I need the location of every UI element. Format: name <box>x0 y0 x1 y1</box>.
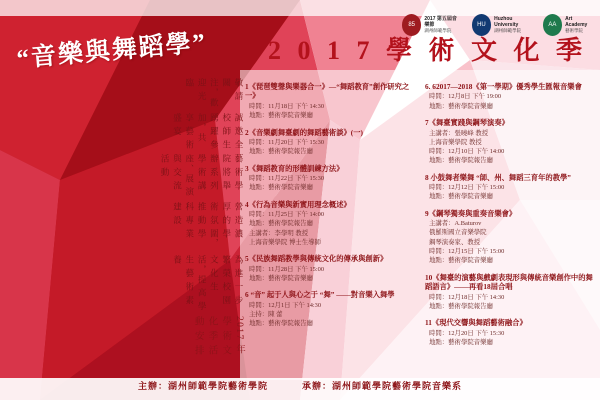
vertical-line-3: 營 造 濃 厚 的 學 術 氛 圍，推 動 學 科 專 業 建 設 <box>172 201 244 249</box>
vertical-line-5: 誠 邀 全 校 師 生 踴 躍 參 加，共 享 藝 術 盛 宴 <box>172 113 244 150</box>
event-detail: 主講者：A.Baturov <box>429 220 482 228</box>
event-detail: 時間：12月20日 下午 15:30 <box>429 329 505 337</box>
event-title: 8 小鼓舞者樂舞 “師、州、舞蹈三育年的教學” <box>425 172 571 182</box>
event-detail: 上海音樂學院 博士生導師 <box>249 238 321 246</box>
footer-host: 主辦：湖州師範學院藝術學院 <box>137 381 268 391</box>
event-item <box>245 254 420 283</box>
academy-logo-line1: Art Academy <box>565 15 588 29</box>
event-item <box>245 164 420 193</box>
academy-logo-line2: 藝術學院 <box>565 28 584 34</box>
event-title: 6 “音” 起于人與心之于 “舞” ——對音樂入舞學 <box>245 290 395 300</box>
poster-title-right: 2 0 1 7 學 術 文 化 季 <box>268 36 588 65</box>
event-title: 9《鋼琴獨奏與重奏音樂會》 <box>425 208 517 218</box>
university-logo-mark: HU <box>472 14 491 36</box>
event-title: 10《舞臺的演藝與戲劇表現形與傳統音樂創作中的舞蹈語言》——再看18屆合唱 <box>425 272 593 292</box>
poster-title-left: “音樂與舞蹈學” <box>15 29 209 73</box>
event-detail: 主講者：張曉峰 教授 <box>429 129 489 137</box>
vertical-line-1: 2017 年 學 術 文 化 季 活 動 安 排 <box>192 315 244 356</box>
university-logo-line1: Huzhou University <box>494 15 519 29</box>
event-detail: 時間：11月22日 下午 15:30 <box>249 175 325 183</box>
event-detail: 時間：12月18日 下午 14:30 <box>429 293 505 301</box>
university-logo-line2: 湖州師範學院 <box>494 28 522 34</box>
event-detail: 時間：11月20日 下午 15:30 <box>249 139 325 147</box>
event-detail: 時間：12月12日 下午 15:00 <box>429 184 505 192</box>
anniversary-logo-mark: 85 <box>402 14 421 36</box>
event-detail: 主講者：李學明 教授 <box>249 229 309 237</box>
event-title: 1《琵琶雙聲與樂器合一》—“舞蹈教育”創作研究之一》 <box>245 82 410 101</box>
event-detail: 地點：藝術學院音樂廳 <box>249 112 313 120</box>
event-detail: 地點：藝術學院報告廳 <box>249 220 313 228</box>
vertical-preface <box>30 78 245 368</box>
event-detail: 時間：12月15日 下午 15:00 <box>429 248 505 256</box>
event-item <box>425 82 595 111</box>
event-detail: 地點：藝術學院音樂廳 <box>249 184 313 192</box>
event-detail: 地點：藝術學院報告廳 <box>249 320 313 328</box>
event-item <box>245 128 420 157</box>
event-title: 6. 62017—2018《第一學期》優秀學生匯報音樂會 <box>425 82 582 91</box>
event-title: 5《民族舞蹈教學與傳統文化的傳承與創新》 <box>245 254 388 264</box>
event-detail: 主持：陳 蕾 <box>249 311 283 319</box>
vertical-line-2: 為 進 一 步 繁 榮 校 園 文 化 生 活，提 高 學 生 藝 術 素 養 <box>172 254 244 312</box>
events-column-right <box>425 82 595 354</box>
event-item <box>425 318 595 347</box>
event-detail: 時間：11月18日 下午 14:30 <box>249 102 325 110</box>
academy-logo-mark: AA <box>543 14 562 36</box>
event-detail: 地點：藝術學院報告廳 <box>429 302 493 310</box>
event-item <box>245 290 420 328</box>
event-detail: 鋼琴演奏家、教授 <box>429 238 481 246</box>
events-column-middle <box>245 82 420 336</box>
vertical-line-4: 藝 術 學 院 將 舉 辦 系 列 學 術 講 座、展 演 與 交 流 活 動 <box>160 154 244 198</box>
event-detail: 時間：11月28日 下午 15:00 <box>249 265 325 273</box>
event-title: 11《現代交響與舞蹈藝術融合》 <box>425 318 527 328</box>
event-detail: 地點：藝術學院報告廳 <box>249 148 313 156</box>
event-title: 3《舞蹈教育的形體訓練方法》 <box>245 163 344 173</box>
vertical-line-6: 敬 請 關 注，歡 迎 光 臨 <box>184 78 244 108</box>
event-detail: 地點：藝術學院音樂廳 <box>249 275 313 282</box>
event-detail: 時間：12月1日 下午 14:30 <box>249 301 322 309</box>
poster-footer <box>0 379 600 392</box>
anniversary-logo-line1: 2017 第五屆音樂節 <box>424 15 457 29</box>
event-title: 4《行為音樂與新實用理念概述》 <box>245 199 351 209</box>
footer-organizer: 承辦：湖州師範學院藝術學院音樂系 <box>302 381 463 391</box>
event-item <box>425 209 595 266</box>
event-item <box>425 118 595 166</box>
event-item <box>425 173 595 202</box>
event-title: 2《音樂劇舞臺劇的舞蹈藝術談》(一) <box>245 127 363 137</box>
event-detail: 地點：藝術學院音樂廳 <box>429 338 493 346</box>
event-detail: 時間：11月25日 下午 14:00 <box>249 211 325 219</box>
event-item <box>245 200 420 248</box>
anniversary-logo-line2: 湖州師範學院 <box>424 28 452 34</box>
event-detail: 上海音樂學院 教授 <box>429 138 482 146</box>
event-detail: 地點：藝術學院報告廳 <box>429 157 493 165</box>
event-detail: 俄羅斯國立音樂學院 <box>429 229 487 237</box>
event-detail: 時間：12月10日 下午 14:00 <box>429 148 505 156</box>
event-detail: 時間：12月8日 下午 19:00 <box>429 93 502 101</box>
event-title: 7《舞臺實踐與鋼琴演奏》 <box>425 118 509 128</box>
event-detail: 地點：藝術學院音樂廳 <box>429 102 493 110</box>
event-item <box>425 273 595 312</box>
event-item <box>245 82 420 121</box>
event-detail: 地點：藝術學院音樂廳 <box>429 257 493 265</box>
event-detail: 地點：藝術學院音樂廳 <box>429 193 493 201</box>
